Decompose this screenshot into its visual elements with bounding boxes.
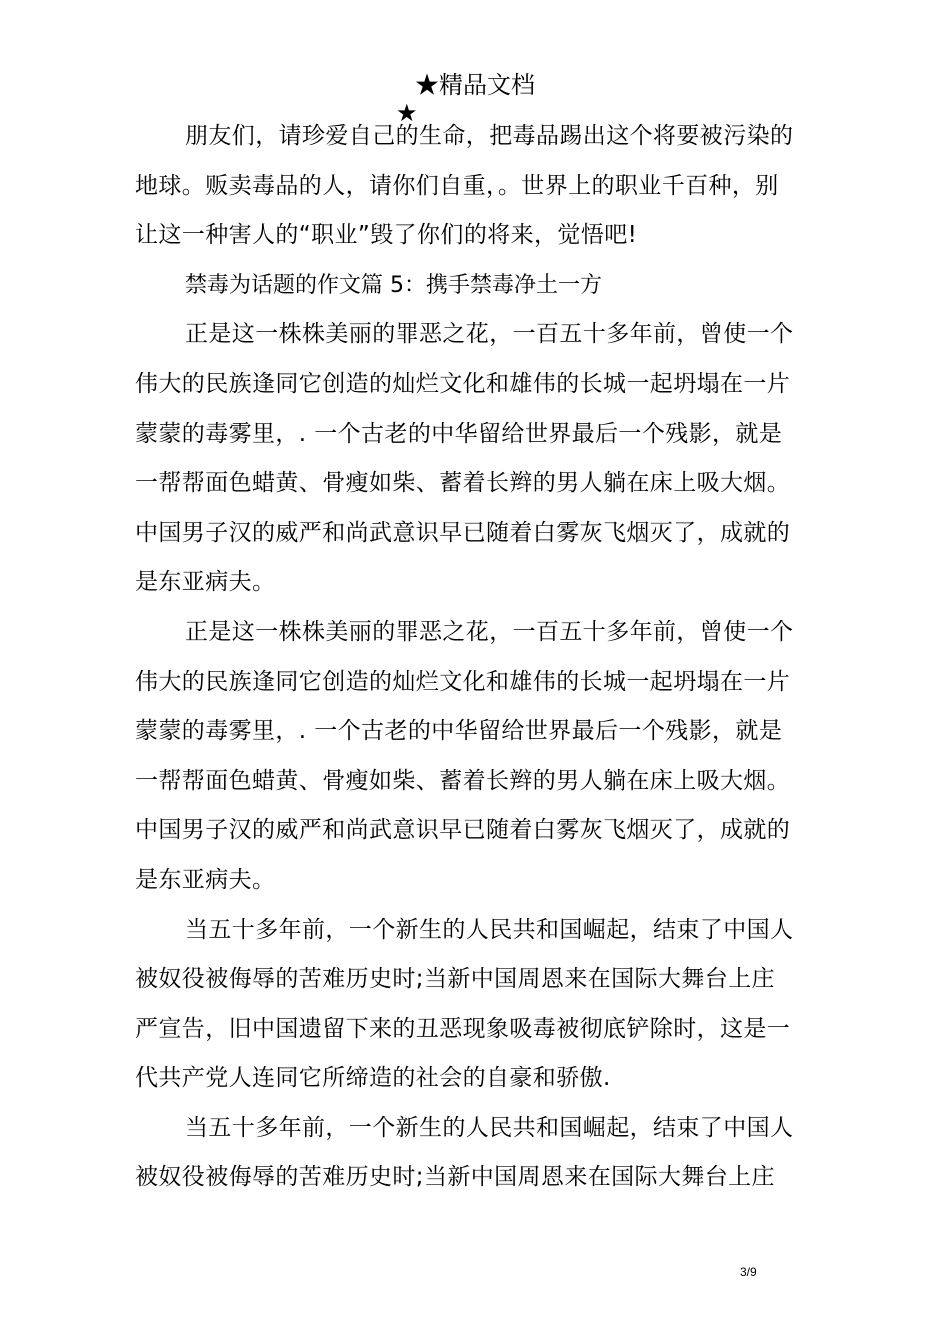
- paragraph: [135, 310, 835, 608]
- text-line: 当五十多年前，一个新生的人民共和国崛起，结束了中国人: [185, 916, 794, 943]
- text-line: 伟大的民族逢同它创造的灿烂文化和雄伟的长城一起坍塌在一片: [135, 370, 791, 397]
- text-line: 让这一种害人的“职业”毁了你们的将来，觉悟吧!: [135, 222, 638, 249]
- text-line: 代共产党人连同它所缔造的社会的自豪和骄傲.: [135, 1065, 611, 1092]
- text-line: 当五十多年前，一个新生的人民共和国崛起，结束了中国人: [185, 1114, 794, 1141]
- text-line: 伟大的民族逢同它创造的灿烂文化和雄伟的长城一起坍塌在一片: [135, 668, 791, 695]
- text-line: 正是这一株株美丽的罪恶之花，一百五十多年前，曾使一个: [185, 618, 794, 645]
- text-line: 严宣告，旧中国遗留下来的丑恶现象吸毒被彻底铲除时，这是一: [135, 1015, 791, 1042]
- text-line: 被奴役被侮辱的苦难历史时;当新中国周恩来在国际大舞台上庄: [135, 1164, 775, 1191]
- page-number: 3/9: [740, 1265, 757, 1279]
- star-icon: ★: [396, 99, 418, 127]
- text-line: 地球。贩卖毒品的人，请你们自重，。世界上的职业千百种，别: [135, 172, 779, 199]
- paragraph: [135, 112, 835, 261]
- text-line: 正是这一株株美丽的罪恶之花，一百五十多年前，曾使一个: [185, 321, 794, 348]
- paragraph: [135, 1104, 835, 1203]
- text-line: 是东亚病夫。: [135, 866, 276, 893]
- text-line: 中国男子汉的威严和尚武意识早已随着白雾灰飞烟灭了，成就的: [135, 519, 791, 546]
- header-title: ★精品文档: [415, 71, 535, 99]
- page-header: [0, 70, 950, 100]
- document-body: [135, 112, 835, 1203]
- text-line: 是东亚病夫。: [135, 569, 276, 596]
- text-line: 一帮帮面色蜡黄、骨瘦如柴、蓄着长辫的男人躺在床上吸大烟。: [135, 767, 791, 794]
- text-line: 蒙蒙的毒雾里，. 一个古老的中华留给世界最后一个残影，就是: [135, 420, 783, 447]
- text-line: 中国男子汉的威严和尚武意识早已随着白雾灰飞烟灭了，成就的: [135, 817, 791, 844]
- text-line: 一帮帮面色蜡黄、骨瘦如柴、蓄着长辫的男人躺在床上吸大烟。: [135, 470, 791, 497]
- paragraph: [135, 608, 835, 906]
- text-line: 被奴役被侮辱的苦难历史时;当新中国周恩来在国际大舞台上庄: [135, 966, 775, 993]
- paragraph: [135, 906, 835, 1104]
- text-line: 蒙蒙的毒雾里，. 一个古老的中华留给世界最后一个残影，就是: [135, 718, 783, 745]
- text-line: 朋友们，请珍爱自己的生命，把毒品踢出这个将要被污染的: [185, 123, 794, 149]
- section-heading: 禁毒为话题的作文篇 5：携手禁毒净土一方: [185, 272, 602, 298]
